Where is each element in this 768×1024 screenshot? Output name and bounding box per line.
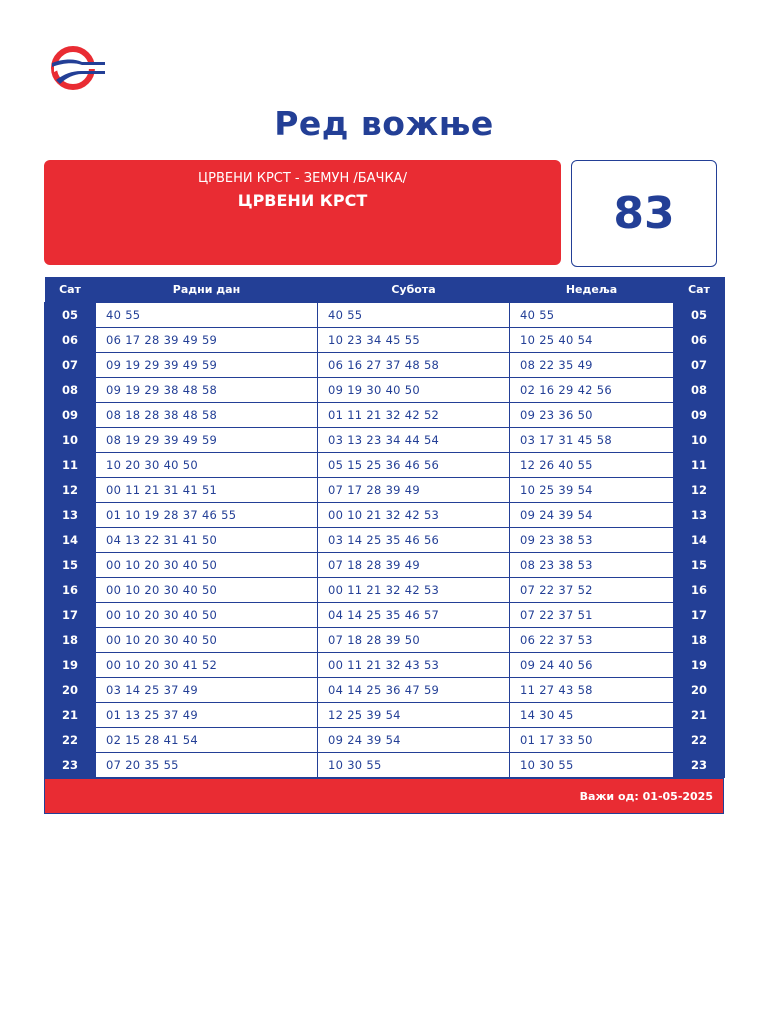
table-row bbox=[45, 703, 725, 728]
table-header-row bbox=[45, 277, 725, 303]
timetable bbox=[44, 277, 725, 778]
sunday-times: 10 30 55 bbox=[510, 753, 674, 778]
hour-cell: 21 bbox=[45, 703, 96, 728]
sunday-times: 09 24 39 54 bbox=[510, 503, 674, 528]
table-row bbox=[45, 603, 725, 628]
saturday-times: 07 17 28 39 49 bbox=[318, 478, 510, 503]
sunday-times: 11 27 43 58 bbox=[510, 678, 674, 703]
hour-cell: 13 bbox=[45, 503, 96, 528]
sunday-times: 08 23 38 53 bbox=[510, 553, 674, 578]
hour-cell-right: 19 bbox=[674, 653, 725, 678]
hour-cell: 08 bbox=[45, 378, 96, 403]
table-row bbox=[45, 528, 725, 553]
hour-cell-right: 05 bbox=[674, 303, 725, 328]
sunday-times: 02 16 29 42 56 bbox=[510, 378, 674, 403]
column-header-saturday: Субота bbox=[318, 277, 510, 303]
hour-cell-right: 20 bbox=[674, 678, 725, 703]
hour-cell-right: 18 bbox=[674, 628, 725, 653]
saturday-times: 07 18 28 39 50 bbox=[318, 628, 510, 653]
hour-cell: 14 bbox=[45, 528, 96, 553]
table-row bbox=[45, 478, 725, 503]
sunday-times: 10 25 39 54 bbox=[510, 478, 674, 503]
hour-cell: 19 bbox=[45, 653, 96, 678]
hour-cell-right: 14 bbox=[674, 528, 725, 553]
hour-cell: 22 bbox=[45, 728, 96, 753]
table-row bbox=[45, 578, 725, 603]
sunday-times: 07 22 37 52 bbox=[510, 578, 674, 603]
valid-from: Важи од: 01-05-2025 bbox=[579, 790, 713, 803]
sunday-times: 03 17 31 45 58 bbox=[510, 428, 674, 453]
saturday-times: 06 16 27 37 48 58 bbox=[318, 353, 510, 378]
route-title: ЦРВЕНИ КРСТ bbox=[237, 191, 368, 210]
weekday-times: 00 10 20 30 40 50 bbox=[96, 553, 318, 578]
hour-cell-right: 09 bbox=[674, 403, 725, 428]
hour-cell: 17 bbox=[45, 603, 96, 628]
weekday-times: 08 18 28 38 48 58 bbox=[96, 403, 318, 428]
hour-cell-right: 16 bbox=[674, 578, 725, 603]
weekday-times: 04 13 22 31 41 50 bbox=[96, 528, 318, 553]
weekday-times: 07 20 35 55 bbox=[96, 753, 318, 778]
weekday-times: 40 55 bbox=[96, 303, 318, 328]
saturday-times: 12 25 39 54 bbox=[318, 703, 510, 728]
hour-cell-right: 22 bbox=[674, 728, 725, 753]
saturday-times: 05 15 25 36 46 56 bbox=[318, 453, 510, 478]
route-header bbox=[44, 160, 561, 265]
hour-cell-right: 06 bbox=[674, 328, 725, 353]
hour-cell-right: 08 bbox=[674, 378, 725, 403]
hour-cell-right: 12 bbox=[674, 478, 725, 503]
weekday-times: 02 15 28 41 54 bbox=[96, 728, 318, 753]
saturday-times: 00 11 21 32 43 53 bbox=[318, 653, 510, 678]
hour-cell-right: 07 bbox=[674, 353, 725, 378]
table-row bbox=[45, 428, 725, 453]
saturday-times: 01 11 21 32 42 52 bbox=[318, 403, 510, 428]
sunday-times: 07 22 37 51 bbox=[510, 603, 674, 628]
hour-cell-right: 13 bbox=[674, 503, 725, 528]
hour-cell-right: 21 bbox=[674, 703, 725, 728]
table-row bbox=[45, 728, 725, 753]
saturday-times: 09 19 30 40 50 bbox=[318, 378, 510, 403]
saturday-times: 10 30 55 bbox=[318, 753, 510, 778]
footer-bar bbox=[44, 778, 724, 814]
saturday-times: 03 13 23 34 44 54 bbox=[318, 428, 510, 453]
weekday-times: 09 19 29 38 48 58 bbox=[96, 378, 318, 403]
weekday-times: 06 17 28 39 49 59 bbox=[96, 328, 318, 353]
column-header-hour: Сат bbox=[45, 277, 96, 303]
hour-cell-right: 15 bbox=[674, 553, 725, 578]
hour-cell: 05 bbox=[45, 303, 96, 328]
sunday-times: 01 17 33 50 bbox=[510, 728, 674, 753]
saturday-times: 03 14 25 35 46 56 bbox=[318, 528, 510, 553]
hour-cell: 09 bbox=[45, 403, 96, 428]
hour-cell: 11 bbox=[45, 453, 96, 478]
sunday-times: 08 22 35 49 bbox=[510, 353, 674, 378]
saturday-times: 04 14 25 35 46 57 bbox=[318, 603, 510, 628]
saturday-times: 00 11 21 32 42 53 bbox=[318, 578, 510, 603]
page-title: Ред вожње bbox=[274, 104, 494, 143]
table-row bbox=[45, 378, 725, 403]
saturday-times: 04 14 25 36 47 59 bbox=[318, 678, 510, 703]
hour-cell: 07 bbox=[45, 353, 96, 378]
transit-logo-icon bbox=[48, 44, 106, 92]
weekday-times: 00 10 20 30 40 50 bbox=[96, 628, 318, 653]
sunday-times: 09 23 38 53 bbox=[510, 528, 674, 553]
saturday-times: 10 23 34 45 55 bbox=[318, 328, 510, 353]
weekday-times: 00 11 21 31 41 51 bbox=[96, 478, 318, 503]
table-row bbox=[45, 353, 725, 378]
sunday-times: 06 22 37 53 bbox=[510, 628, 674, 653]
table-row bbox=[45, 453, 725, 478]
weekday-times: 10 20 30 40 50 bbox=[96, 453, 318, 478]
hour-cell-right: 11 bbox=[674, 453, 725, 478]
weekday-times: 00 10 20 30 40 50 bbox=[96, 603, 318, 628]
hour-cell: 20 bbox=[45, 678, 96, 703]
table-row bbox=[45, 753, 725, 778]
sunday-times: 12 26 40 55 bbox=[510, 453, 674, 478]
table-row bbox=[45, 628, 725, 653]
hour-cell: 12 bbox=[45, 478, 96, 503]
sunday-times: 10 25 40 54 bbox=[510, 328, 674, 353]
weekday-times: 08 19 29 39 49 59 bbox=[96, 428, 318, 453]
saturday-times: 07 18 28 39 49 bbox=[318, 553, 510, 578]
saturday-times: 09 24 39 54 bbox=[318, 728, 510, 753]
hour-cell-right: 23 bbox=[674, 753, 725, 778]
weekday-times: 09 19 29 39 49 59 bbox=[96, 353, 318, 378]
column-header-weekday: Радни дан bbox=[96, 277, 318, 303]
table-row bbox=[45, 553, 725, 578]
table-row bbox=[45, 403, 725, 428]
weekday-times: 03 14 25 37 49 bbox=[96, 678, 318, 703]
weekday-times: 00 10 20 30 40 50 bbox=[96, 578, 318, 603]
table-row bbox=[45, 303, 725, 328]
line-number: 83 bbox=[571, 160, 717, 267]
route-subtitle: ЦРВЕНИ КРСТ - ЗЕМУН /БАЧКА/ bbox=[198, 171, 407, 186]
weekday-times: 00 10 20 30 41 52 bbox=[96, 653, 318, 678]
table-row bbox=[45, 678, 725, 703]
hour-cell: 10 bbox=[45, 428, 96, 453]
saturday-times: 00 10 21 32 42 53 bbox=[318, 503, 510, 528]
column-header-sunday: Недеља bbox=[510, 277, 674, 303]
column-header-hour-right: Сат bbox=[674, 277, 725, 303]
sunday-times: 09 24 40 56 bbox=[510, 653, 674, 678]
weekday-times: 01 10 19 28 37 46 55 bbox=[96, 503, 318, 528]
table-row bbox=[45, 328, 725, 353]
saturday-times: 40 55 bbox=[318, 303, 510, 328]
sunday-times: 09 23 36 50 bbox=[510, 403, 674, 428]
hour-cell-right: 10 bbox=[674, 428, 725, 453]
hour-cell-right: 17 bbox=[674, 603, 725, 628]
hour-cell: 18 bbox=[45, 628, 96, 653]
hour-cell: 23 bbox=[45, 753, 96, 778]
table-row bbox=[45, 503, 725, 528]
hour-cell: 06 bbox=[45, 328, 96, 353]
weekday-times: 01 13 25 37 49 bbox=[96, 703, 318, 728]
hour-cell: 16 bbox=[45, 578, 96, 603]
hour-cell: 15 bbox=[45, 553, 96, 578]
sunday-times: 14 30 45 bbox=[510, 703, 674, 728]
sunday-times: 40 55 bbox=[510, 303, 674, 328]
table-row bbox=[45, 653, 725, 678]
